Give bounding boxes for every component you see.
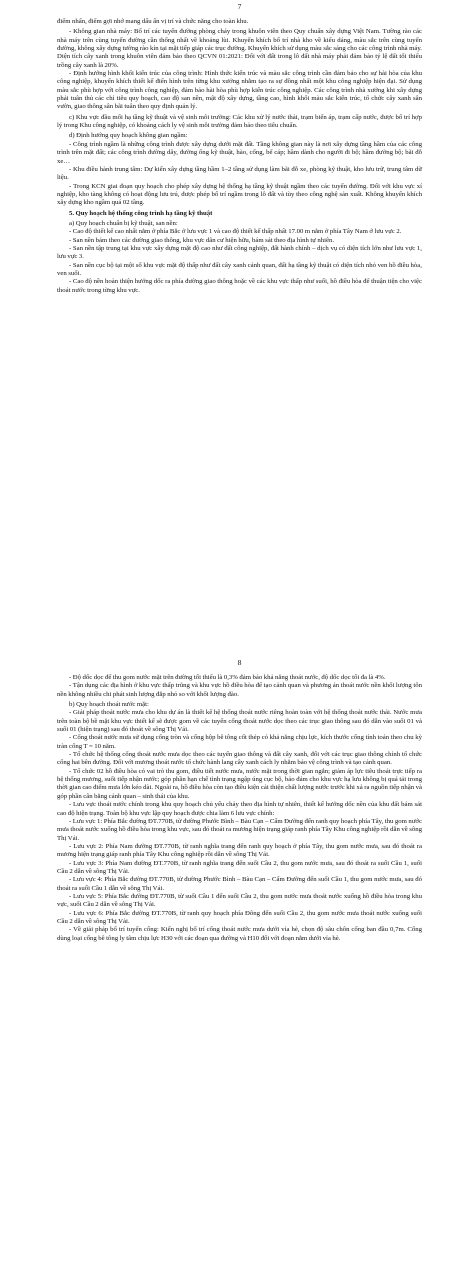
paragraph: - Tận dụng các địa hình ở khu vực thấp trũng và khu vực hồ điều hòa để tạo cảnh quan và phương án thoát nước nền khối lượng tôn nền không nhiều chi phát sinh lượng đắp nhỏ so với khối lượng đào. (57, 682, 422, 698)
section-heading: 5. Quy hoạch hệ thống công trình hạ tầng kỹ thuật (69, 209, 213, 217)
paragraph: - Độ dốc dọc để thu gom nước mặt trên đường tối thiểu là 0,3% đảm bảo khả năng thoát nước, độ dốc dọc tối đa là 4%. (69, 674, 386, 681)
paragraph: - Lưu vực 2: Phía Nam đường ĐT.770B, từ ranh nghĩa trang đến ranh quy hoạch ở phía Tây, thu gom nước mưa, sau đó thoát ra mương hiện trạng giáp ranh phía Tây Khu công nghiệp rồi dẫn về sông Thị Vải. (57, 842, 422, 859)
paragraph: - Giải pháp thoát nước mưa cho khu dự án là thiết kế hệ thống thoát nước riêng hoàn toàn với hệ thống thoát nước thải. Nước mưa trên toàn bộ bề mặt khu vực thiết kế sẽ được gom về các tuyến cống thoát nước dọc theo các trục giao thông sau đó dẫn vào suối 01 và suối 01 (hiện trạng) sau đó thoát về sông Thị Vải. (57, 709, 422, 734)
paragraph: - Trong KCN giai đoạn quy hoạch cho phép xây dựng hệ thống hạ tầng kỹ thuật ngầm theo các tuyến đường. Đối với khu vực xí nghiệp, kho tàng không có hoạt động lưu trú, được phép bố trí ngầm trong lô đất và tùy theo công nghệ sản xuất. Không khuyến khích xây dựng kho ngầm quá 02 tầng. (57, 182, 422, 207)
paragraph: - Cao độ thiết kế cao nhất nằm ở phía Bắc ở lưu vực 1 và cao độ thiết kế thấp nhất 17.00 m nằm ở phía Tây Nam ở lưu vực 2. (69, 228, 402, 236)
paragraph: - Lưu vực 1: Phía Bắc đường ĐT.770B, từ đường Phước Bình – Bàu Cạn – Cẩm Đường đến ranh quy hoạch phía Tây, thu gom nước mưa thoát nước xuống hồ điều hòa trong khu vực, sau đó thoát ra mương hiện trạng giáp ranh phía Tây Khu công nghiệp rồi dẫn về sông Thị Vải. (57, 817, 422, 842)
paragraph: - Về giải pháp bố trí tuyến cống: Kiến nghị bố trí cống thoát nước mưa dưới vỉa hè, chọn độ sâu chôn cống ban đầu 0,7m. Cống dùng loại cống bê tông ly tâm chịu lực H30 với các đoạn qua đường và H10 đối với đoạn nằm dưới vỉa hè. (57, 926, 422, 942)
page-number: 7 (237, 2, 242, 11)
paragraph: - Lưu vực 3: Phía Nam đường ĐT.770B, từ ranh nghĩa trang đến suối Cầu 2, thu gom nước mưa, sau đó thoát ra suối Cầu 1, suối Cầu 2 dẫn về sông Thị Vải. (57, 859, 422, 875)
paragraph: d) Định hướng quy hoạch không gian ngầm: (69, 132, 188, 140)
paragraph: - San nền tập trung tại khu vực xây dựng mặt độ cao như đất công nghiệp, đất hành chính – dịch vụ có diện tích lớn như lưu vực 1, lưu vực 3. (57, 244, 422, 261)
paragraph: - Cống thoát nước mưa sử dụng cống tròn và cống hộp bê tông cốt thép có khả năng chịu lực, kích thước cống tính toán theo chu kỳ tràn cống T = 10 năm. (57, 734, 422, 750)
document-page-8 (0, 654, 462, 1268)
paragraph: - San nền cục bộ tại một số khu vực mặt độ thấp như đất cây xanh cảnh quan, đất hạ tầng kỹ thuật có diện tích nhỏ ven hồ điều hòa, ven suối. (57, 261, 422, 277)
paragraph: a) Quy hoạch chuẩn bị kỹ thuật, san nền: (69, 219, 178, 227)
paragraph: - Tổ chức 02 hồ điều hòa có vai trò thu gom, điều tiết nước mưa, nước mặt trong thời gian ngắn; giảm áp lực tiêu thoát trực tiếp ra hệ thống mương, suối tiếp nhận nước; góp phần hạn chế tình trạng ngập úng cục bộ, bảo đảm cho khu vực hạ lưu không bị quá tải trong thời gian cao điểm mưa lớn kéo dài. Ngoài ra, hồ điều hòa còn tạo điều kiện cải thiện chất lượng nước trước khi xả ra nguồn tiếp nhận và góp phần cân bằng cảnh quan – sinh thái của khu. (57, 767, 422, 800)
paragraph: - Cao độ nền hoàn thiện hướng dốc ra phía đường giao thông hoặc về các khu vực thấp như suối, hồ điều hòa để thuận tiện cho việc thoát nước trong từng khu vực. (57, 278, 422, 294)
paragraph: - Công trình ngầm là những công trình được xây dựng dưới mặt đất. Tầng không gian này là nơi xây dựng tầng hầm của các công trình trên mặt đất; các công trình đường dây, đường ống kỹ thuật, hào, cống, bể cáp; hầm dành cho người đi bộ; hầm đường bộ; bãi đỗ xe… (57, 140, 422, 165)
page-separator (0, 628, 462, 654)
paragraph: - San nền bám theo các đường giao thông, khu vực dân cư hiện hữu, bám sát theo địa hình tự nhiên. (69, 236, 335, 244)
paragraph: - Khu điều hành trung tâm: Dự kiến xây dựng tầng hầm 1–2 tầng sử dụng làm bãi đỗ xe, phòng kỹ thuật, kho lưu trữ, trung tâm dữ liệu. (57, 165, 422, 182)
paragraph: - Lưu vực 5: Phía Bắc đường ĐT.770B, từ suối Cầu 1 đến suối Cầu 2, thu gom nước mưa thoát nước xuống hồ điều hòa trong khu vực, suối Cầu 2 dẫn về sông Thị Vải. (57, 892, 422, 909)
paragraph: - Không gian nhà máy: Bố trí các tuyến đường phòng cháy trong khuôn viên theo Quy chuẩn xây dựng Việt Nam. Tường rào các nhà máy trên cùng tuyến đường cần thống nhất về khoảng lùi. Khuyến khích bố trí nhà kho về kiểu dáng, màu sắc trên cùng tuyến đường, không xây dựng tường rào kín tại mặt tiếp giáp các trục đường. Khuyến khích sử dụng màu sắc sáng cho các công trình nhà máy. Diện tích cây xanh trong khuôn viên đảm bảo theo QCVN 01:2021: Đối với đất trong lô đất nhà máy phải đảm bảo tỷ lệ đất tối thiểu trồng cây xanh là 20%. (57, 28, 422, 69)
paragraph: điểm nhấn, điểm gợi nhớ mang dấu ấn vị trí và chức năng cho toàn khu. (57, 18, 249, 25)
paragraph: - Tổ chức hệ thống cống thoát nước mưa dọc theo các tuyến giao thông và đất cây xanh, đối với các trục giao thông chính tổ chức cống hai bên đường. Đối với mương thoát nước tổ chức hành lang cây xanh cách ly nhằm bảo vệ công trình và tạo cảnh quan. (57, 751, 422, 767)
paragraph: b) Quy hoạch thoát nước mặt: (69, 701, 149, 709)
page-number: 8 (237, 658, 242, 667)
paragraph: c) Khu vực đầu mối hạ tầng kỹ thuật và vệ sinh môi trường: Các khu xử lý nước thải, trạm biến áp, trạm cấp nước, được bố trí hợp lý trong Khu công nghiệp, có khoảng cách ly vệ sinh môi trường đảm bảo theo tiêu chuẩn. (57, 113, 422, 130)
document-page-7 (0, 0, 462, 628)
paragraph: - Lưu vực thoát nước chính trong khu quy hoạch chủ yếu chảy theo địa hình tự nhiên, thiết kế hướng dốc nền của khu đất bám sát cao độ hiện trạng. Toàn bộ khu vực lập quy hoạch được chia làm 6 lưu vực chính: (57, 801, 422, 817)
paragraph: - Lưu vực 4: Phía Bắc đường ĐT.770B, từ đường Phước Bình – Bàu Cạn – Cẩm Đường đến suối Cầu 1, thu gom nước mưa, sau đó thoát ra suối Cầu 1 dẫn về sông Thị Vải. (57, 876, 422, 892)
paragraph: - Lưu vực 6: Phía Bắc đường ĐT.770B, từ ranh quy hoạch phía Đông đến suối Cầu 2, thu gom nước mưa thoát nước xuống suối Cầu 2 dẫn về sông Thị Vải. (57, 909, 422, 925)
paragraph: - Định hướng hình khối kiến trúc của công trình: Hình thức kiến trúc và màu sắc công trình cần đảm bảo cho sự hài hòa của khu công nghiệp, khuyến khích thiết kế điển hình trên từng khu xưởng nhằm tạo ra sự đồng nhất một khu công nghiệp hiện đại. Sử dụng màu sắc phù hợp với công trình công nghiệp, đảm bảo hài hòa phù hợp kiến trúc công nghiệp. Các công trình nhà xưởng khi xây dựng phải tuân thủ các chỉ tiêu quy hoạch, cao độ san nền, mật độ xây dựng, tầng cao, hình khối màu sắc kiến trúc, tổ chức cây xanh sân vườn, giao thông sân bãi tuân theo quy định quản lý. (57, 70, 422, 111)
